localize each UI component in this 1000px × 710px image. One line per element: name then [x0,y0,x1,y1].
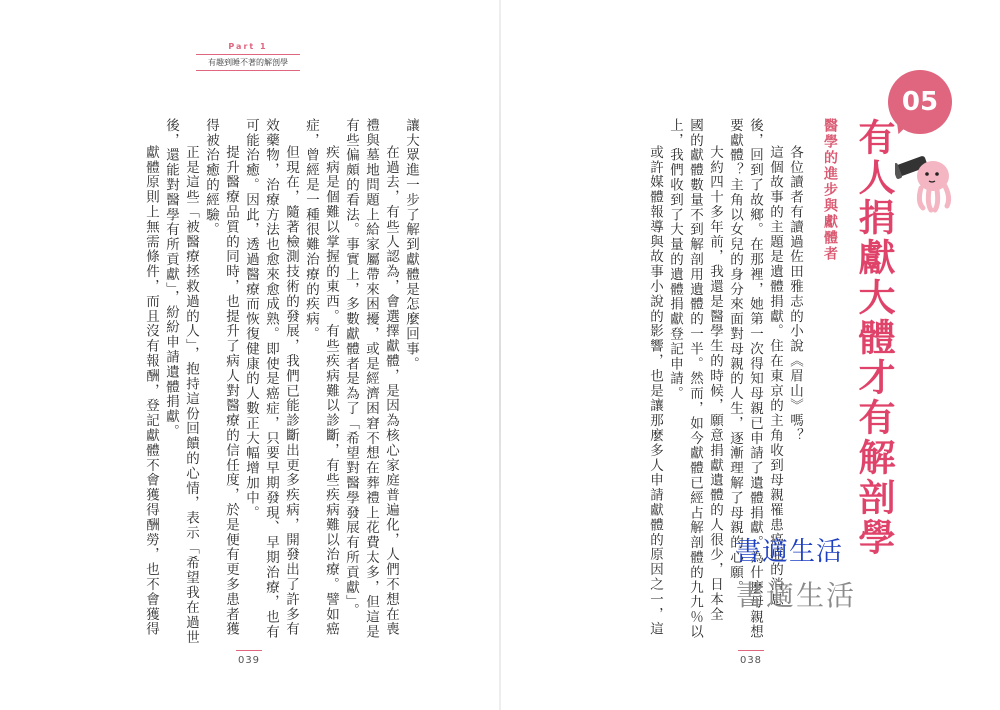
page-number-left: 039 [234,650,264,666]
chapter-number-badge [888,70,952,134]
left-line-11: 得被治癒的經驗。 [203,118,219,238]
left-line-13: 後，還能對醫學有所貢獻」，紛紛申請遺體捐獻。 [163,118,179,440]
right-line-2: 這個故事的主題是遺體捐獻。住在東京的主角收到母親罹患癌症的消息 [767,145,783,607]
right-line-7: 上，我們收到了大量的遺體捐獻登記申請。 [667,118,683,402]
left-line-12: 正是這些「被醫療拯救過的人」，抱持這份回饋的心情，表示「希望我在過世 [183,145,199,645]
left-line-2: 在過去，有些人認為，會選擇獻體，是因為核心家庭普遍化，人們不想在喪 [383,145,399,637]
right-line-3: 後，回到了故鄉。在那裡，她第一次得知母親已申請了遺體捐獻。為什麼母親想 [747,118,763,640]
chapter-title: 有人捐獻大體才有解剖學 [852,118,895,558]
left-line-1: 讓大眾進一步了解到獻體是怎麼回事。 [403,118,419,372]
left-body-text [141,118,421,645]
mascot-telescope-icon [895,148,957,214]
chapter-number: 05 [901,87,939,117]
page-number-right: 038 [736,650,766,666]
left-line-3: 禮與墓地問題上給家屬帶來困擾，或是經濟困窘不想在葬禮上花費太多，但這是 [363,118,379,640]
left-line-9: 可能治癒。因此，透過醫療而恢復健康的人數正大幅增加中。 [243,118,259,521]
left-line-5: 疾病是個難以掌握的東西。有些疾病難以診斷，有些疾病難以治療。譬如癌 [323,145,339,637]
watermark-secondary: 書適生活 [736,579,857,612]
right-line-4: 要獻體？主角以女兒的身分來面對母親的人生，逐漸理解了母親的心願。 [727,118,743,595]
left-line-8: 效藥物，治療方法也愈來愈成熟。即使是癌症，只要早期發現、早期治療，也有 [263,118,279,640]
right-line-8: 或許媒體報導與故事小說的影響，也是讓那麼多人申請獻體的原因之一，這 [647,145,663,637]
left-line-7: 但現在，隨著檢測技術的發展，我們已能診斷出更多疾病，開發出了許多有 [283,145,299,637]
part-header [196,42,300,71]
watermark-primary: 書適生活 [735,537,844,567]
left-line-6: 症，曾經是一種很難治療的疾病。 [303,118,319,342]
right-line-5: 大約四十多年前，我還是醫學生的時候，願意捐獻遺體的人很少，日本全 [707,145,723,622]
part-label: Part 1 [228,42,268,51]
section-heading: 醫學的進步與獻體者 [822,118,838,262]
left-line-4: 有些偏頗的看法。事實上，多數獻體者是為了「希望對醫學發展有所貢獻」。 [343,118,359,618]
left-line-14: 獻體原則上無需條件，而且沒有報酬，登記獻體不會獲得酬勞，也不會獲得 [143,145,159,637]
right-line-1: 各位讀者有讀過佐田雅志的小說《眉山》嗎？ [787,145,803,443]
right-line-6: 國的獻體數量不到解剖用遺體的一半。然而，如今獻體已經占解剖體的九九％以 [687,118,703,640]
left-line-10: 提升醫療品質的同時，也提升了病人對醫療的信任度，於是便有更多患者獲 [223,145,239,637]
part-subtitle: 有趣到睡不著的解剖學 [196,54,300,71]
